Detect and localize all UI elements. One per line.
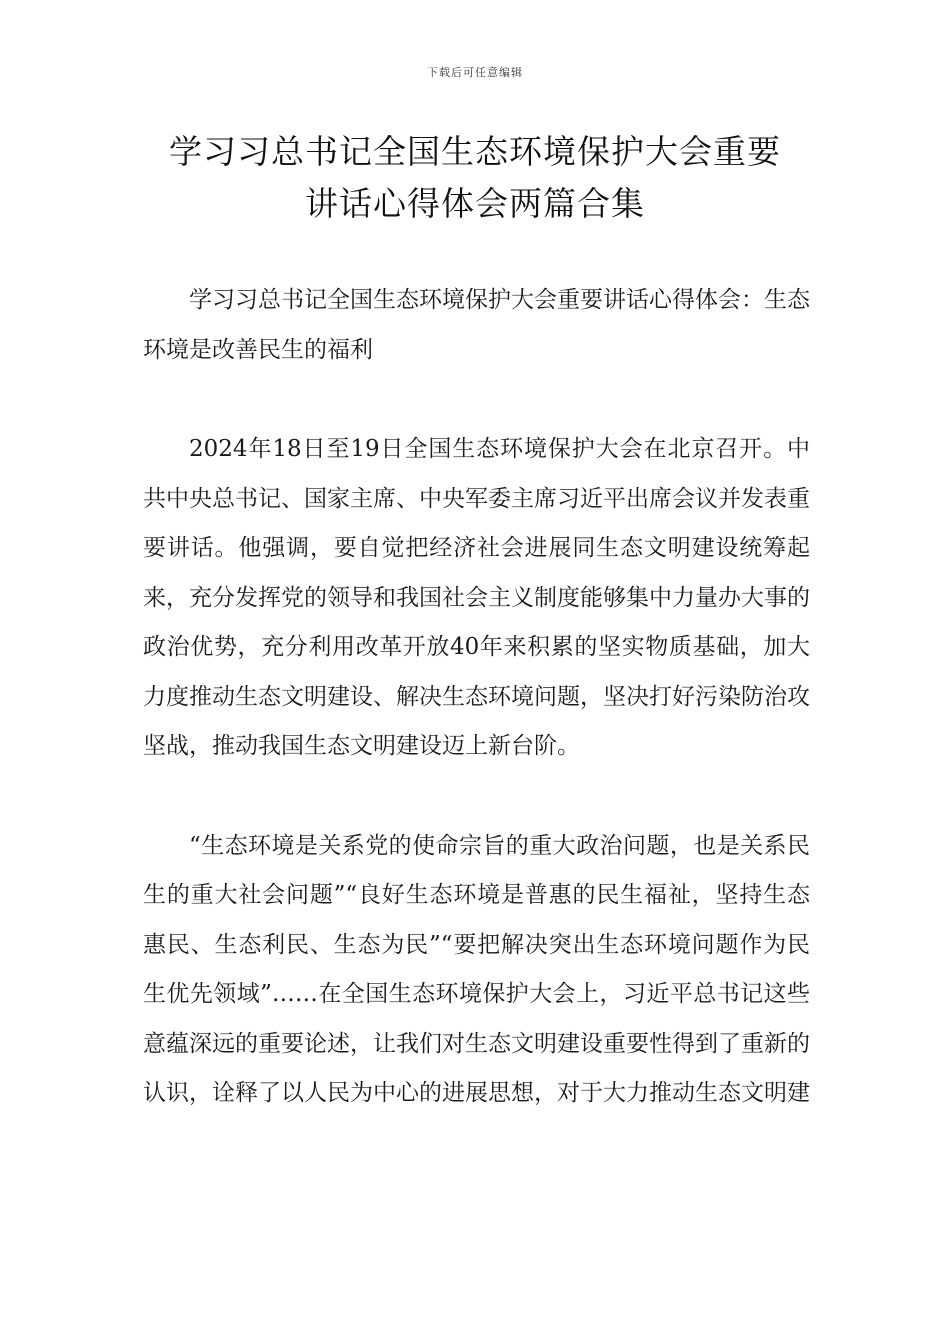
document-body <box>143 276 810 1169</box>
section-subtitle: 学习习总书记全国生态环境保护大会重要讲话心得体会：生态环境是改善民生的福利 <box>143 287 810 363</box>
paragraph-1: 2024年18日至19日全国生态环境保护大会在北京召开。中共中央总书记、国家主席、中央军委主席习近平出席会议并发表重要讲话。他强调，要自觉把经济社会进展同生态文明建设统筹起来，充分发挥党的领导和我国社会主义制度能够集中力量办大事的政治优势，充分利用改革开放40年来积累的坚实物质基础，加大力度推动生态文明建设、解决生态环境问题，坚决打好污染防治攻坚战，推动我国生态文明建设迈上新台阶。 <box>143 436 810 759</box>
header-note: 下载后可任意编辑 <box>427 66 523 79</box>
title-line-1: 学习习总书记全国生态环境保护大会重要 <box>169 132 781 171</box>
title-line-2: 讲话心得体会两篇合集 <box>305 184 645 223</box>
paragraph-2: “生态环境是关系党的使命宗旨的重大政治问题，也是关系民生的重大社会问题”“良好生态环境是普惠的民生福祉，坚持生态惠民、生态利民、生态为民”“要把解决突出生态环境问题作为民生优先领域”……在全国生态环境保护大会上，习近平总书记这些意蕴深远的重要论述，让我们对生态文明建设重要性得到了重新的认识，诠释了以人民为中心的进展思想，对于大力推动生态文明建 <box>143 832 810 1106</box>
document-title <box>130 126 820 230</box>
